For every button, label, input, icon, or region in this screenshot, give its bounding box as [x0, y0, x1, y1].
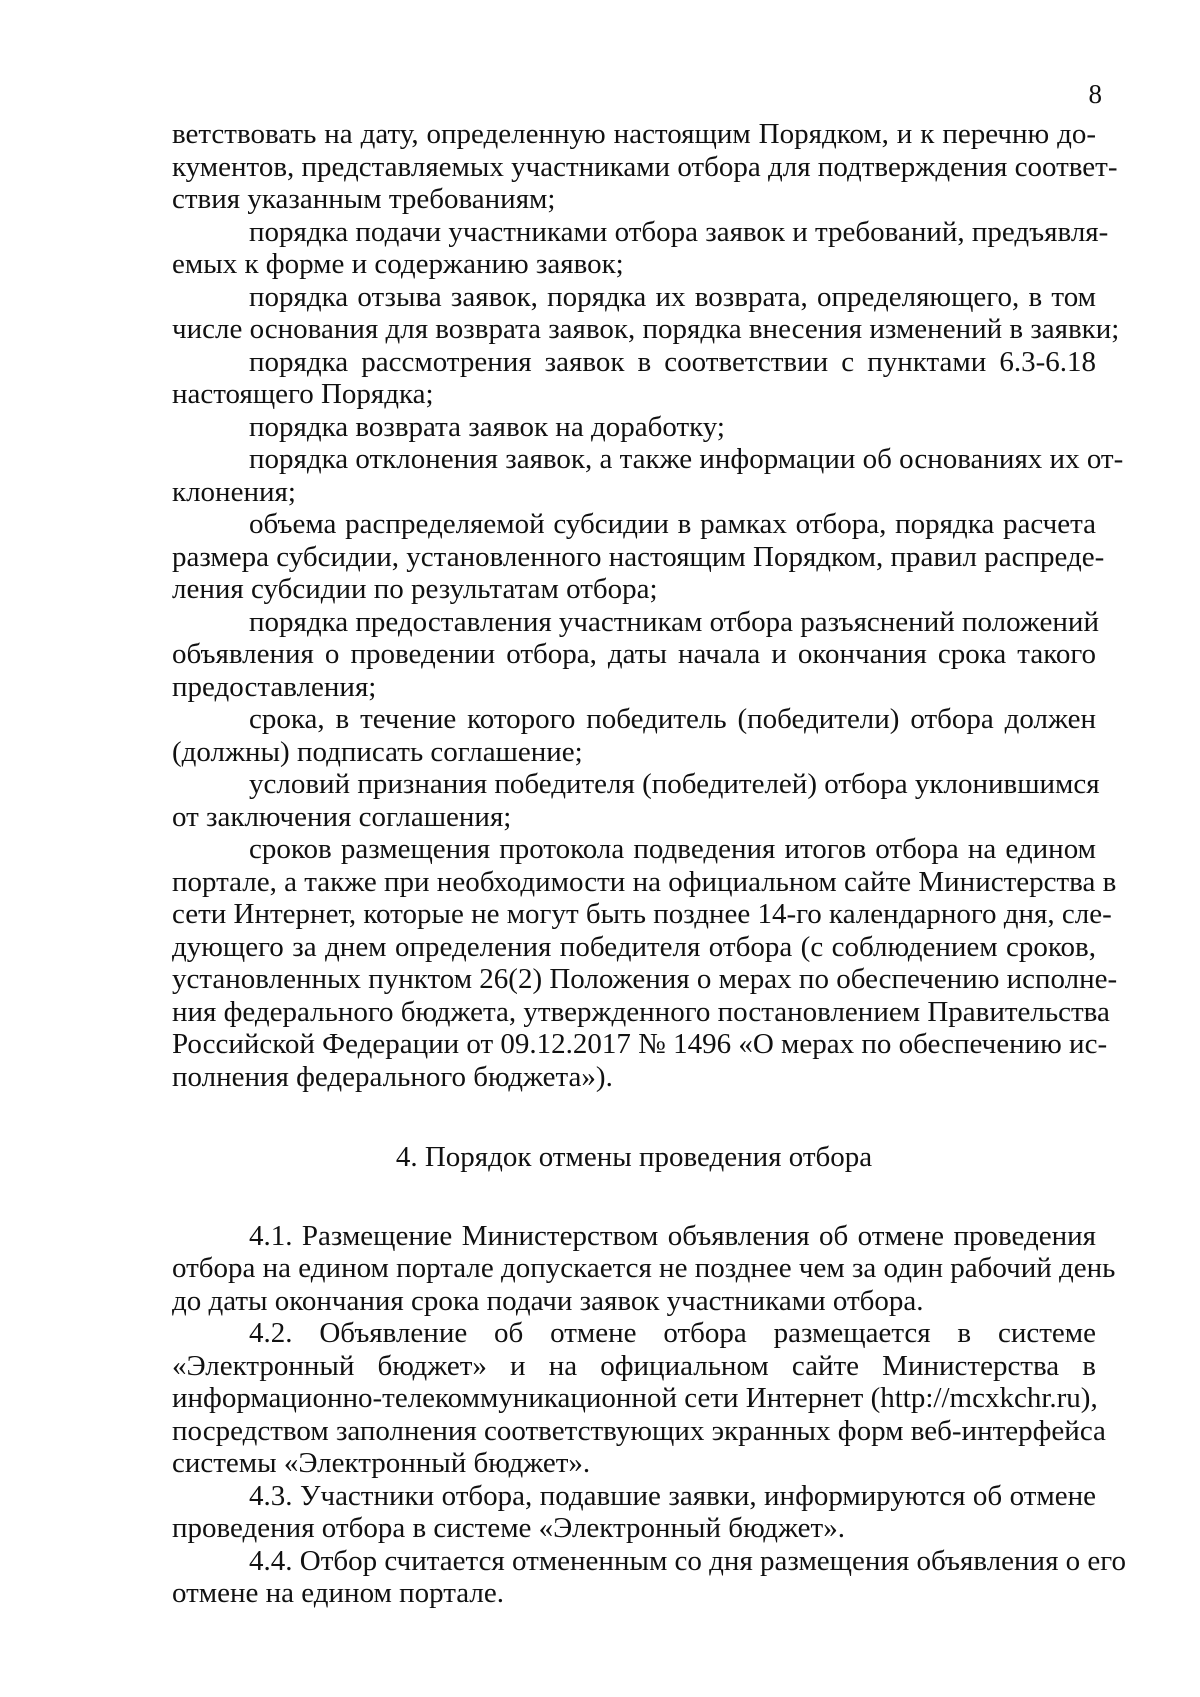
text-line: полнения федерального бюджета»).	[172, 1060, 613, 1093]
page-number: 8	[1088, 79, 1102, 109]
text-line: посредством заполнения соответствующих экранных форм веб-интерфейса	[172, 1414, 1106, 1447]
text-line: 4.2. Объявление об отмене отбора размещается в системе	[249, 1317, 1096, 1349]
text-line: ствия указанным требованиям;	[172, 183, 556, 215]
text-line: отбора на едином портале допускается не позднее чем за один рабочий день	[172, 1252, 1116, 1284]
text-line: «Электронный бюджет» и на официальном сайте Министерства в	[172, 1349, 1096, 1382]
text-line: отмене на едином портале.	[172, 1577, 505, 1609]
text-line: объема распределяемой субсидии в рамках отбора, порядка расчета	[249, 508, 1096, 540]
text-line: порядка подачи участниками отбора заявок и требований, предъявля-	[249, 215, 1109, 248]
text-line: предоставления;	[172, 670, 377, 703]
text-line: клонения;	[172, 475, 296, 508]
text-line: срока, в течение которого победитель (победители) отбора должен	[249, 703, 1096, 735]
text-line: порядка отклонения заявок, а также информации об основаниях их от-	[249, 443, 1124, 475]
text-line: дующего за днем определения победителя отбора (с соблюдением сроков,	[172, 930, 1096, 963]
text-line: ления субсидии по результатам отбора;	[172, 573, 658, 605]
text-line: 4.1. Размещение Министерством объявления об отмене проведения	[249, 1219, 1096, 1252]
text-line: системы «Электронный бюджет».	[172, 1447, 591, 1479]
text-line: емых к форме и содержанию заявок;	[172, 248, 624, 280]
text-line: 4.4. Отбор считается отмененным со дня размещения объявления о его	[249, 1544, 1126, 1577]
text-line: порядка отзыва заявок, порядка их возврата, определяющего, в том	[249, 280, 1096, 313]
text-line: ветствовать на дату, определенную настоящим Порядком, и к перечню до-	[172, 118, 1096, 150]
text-line: портале, а также при необходимости на официальном сайте Министерства в	[172, 865, 1117, 898]
text-line: порядка рассмотрения заявок в соответствии с пунктами 6.3-6.18	[249, 345, 1096, 378]
text-line: объявления о проведении отбора, даты начала и окончания срока такого	[172, 638, 1096, 670]
text-line: информационно-телекоммуникационной сети Интернет (http://mcxkchr.ru),	[172, 1382, 1098, 1414]
text-line: сети Интернет, которые не могут быть позднее 14-го календарного дня, сле-	[172, 898, 1112, 930]
text-line: (должны) подписать соглашение;	[172, 735, 583, 768]
text-line: числе основания для возврата заявок, порядка внесения изменений в заявки;	[172, 313, 1120, 345]
text-line: Российской Федерации от 09.12.2017 № 1496 «О мерах по обеспечению ис-	[172, 1028, 1108, 1060]
text-line: ния федерального бюджета, утвержденного постановлением Правительства	[172, 995, 1110, 1028]
text-line: до даты окончания срока подачи заявок участниками отбора.	[172, 1284, 924, 1317]
text-line: настоящего Порядка;	[172, 378, 434, 410]
text-line: порядка предоставления участникам отбора разъяснений положений	[249, 605, 1099, 638]
text-line: установленных пунктом 26(2) Положения о мерах по обеспечению исполне-	[172, 963, 1118, 995]
section-heading: 4. Порядок отмены проведения отбора	[395, 1141, 873, 1173]
document-body	[172, 118, 1126, 1610]
text-line: размера субсидии, установленного настоящим Порядком, правил распреде-	[172, 540, 1105, 573]
text-line: сроков размещения протокола подведения итогов отбора на едином	[249, 833, 1096, 865]
text-line: кументов, представляемых участниками отбора для подтверждения соответ-	[172, 150, 1118, 183]
text-line: 4.3. Участники отбора, подавшие заявки, информируются об отмене	[249, 1479, 1096, 1512]
text-line: условий признания победителя (победителей) отбора уклонившимся	[249, 768, 1100, 800]
text-line: от заключения соглашения;	[172, 800, 512, 833]
text-line: проведения отбора в системе «Электронный бюджет».	[172, 1512, 845, 1544]
text-line: порядка возврата заявок на доработку;	[249, 410, 725, 443]
